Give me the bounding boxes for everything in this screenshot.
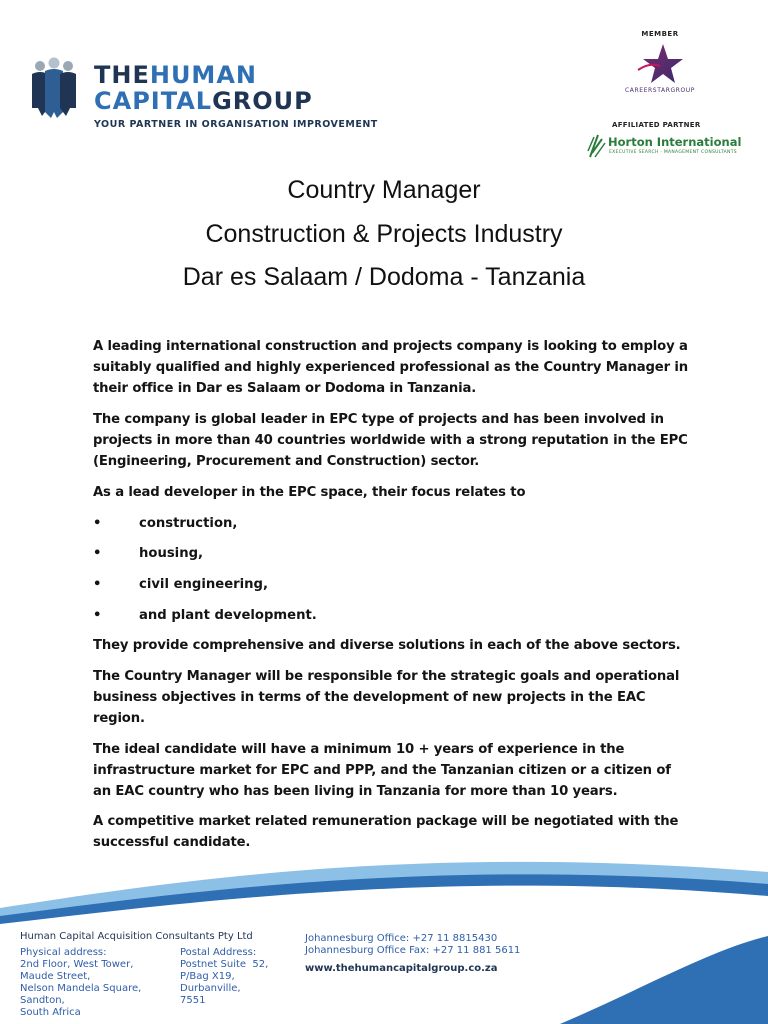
physical-address [20, 947, 141, 1019]
office-phone: Johannesburg Office: +27 11 8815430 [305, 933, 498, 944]
careerstar-logo [620, 40, 700, 98]
paragraph-remuneration: A competitive market related remuneration package will be negotiated with the successful candidate. [93, 814, 679, 850]
paragraph-focus: As a lead developer in the EPC space, their focus relates to [93, 485, 526, 500]
contact-details [305, 933, 520, 975]
address-line: 7551 [180, 995, 206, 1006]
bullet-icon: • [93, 577, 102, 592]
affiliated-partner-label: AFFILIATED PARTNER [612, 121, 701, 129]
address-line: P/Bag X19, [180, 971, 235, 982]
bullet-icon: • [93, 608, 102, 623]
postal-address-label: Postal Address: [180, 947, 257, 958]
postal-address [180, 947, 268, 1007]
member-label: MEMBER [641, 30, 679, 38]
location-title: Dar es Salaam / Dodoma - Tanzania [182, 263, 586, 291]
address-line: 2nd Floor, West Tower, [20, 959, 134, 970]
logo-tagline: YOUR PARTNER IN ORGANISATION IMPROVEMENT [94, 119, 378, 130]
horton-name: Horton International [608, 135, 742, 149]
address-line: Postnet Suite 52, [180, 959, 269, 970]
website-link[interactable]: www.thehumancapitalgroup.co.za [305, 963, 498, 974]
address-line: Nelson Mandela Square, [20, 983, 142, 994]
address-line: Maude Street, [20, 971, 91, 982]
paragraph-company: The company is global leader in EPC type of projects and has been involved in projects in more than 40 countries worldwide with a strong reputation in the EPC (Engineering, Procurement and Construction) sector. [93, 412, 688, 469]
leaf-icon [586, 131, 608, 161]
logo-wordmark-line1: THEHUMAN [94, 61, 257, 89]
footer-company-name: Human Capital Acquisition Consultants Pty Ltd [20, 931, 253, 942]
bullet-icon: • [93, 516, 102, 531]
paragraph-intro: A leading international construction and projects company is looking to employ a suitably qualified and highly experienced professional as the Country Manager in their office in Dar es Salaam or Dodoma in Tanzania. [93, 339, 688, 396]
industry-title: Construction & Projects Industry [205, 220, 563, 248]
horton-international-logo [586, 131, 742, 161]
paragraph-responsibilities: The Country Manager will be responsible for the strategic goals and operational business objectives in terms of the development of new projects in the EAC region. [93, 669, 680, 726]
paragraph-solutions: They provide comprehensive and diverse solutions in each of the above sectors. [93, 638, 681, 653]
address-line: South Africa [20, 1007, 81, 1018]
people-group-icon [28, 56, 80, 118]
physical-address-label: Physical address: [20, 947, 107, 958]
star-icon [620, 40, 700, 86]
paragraph-requirements: The ideal candidate will have a minimum 10 + years of experience in the infrastructure market for EPC and PPP, and the Tanzanian citizen or a citizen of an EAC country who has been living in Tanzania for more than 10 years. [93, 742, 671, 799]
job-title: Country Manager [287, 176, 481, 204]
company-logo [28, 56, 378, 136]
horton-subtitle: EXECUTIVE SEARCH · MANAGEMENT CONSULTANTS [609, 150, 737, 155]
bullet-icon: • [93, 546, 102, 561]
address-line: Sandton, [20, 995, 65, 1006]
careerstar-name: CAREERSTARGROUP [624, 87, 696, 94]
address-line: Durbanville, [180, 983, 241, 994]
logo-wordmark-line2: CAPITALGROUP [94, 87, 313, 115]
office-fax: Johannesburg Office Fax: +27 11 881 5611 [305, 945, 521, 956]
